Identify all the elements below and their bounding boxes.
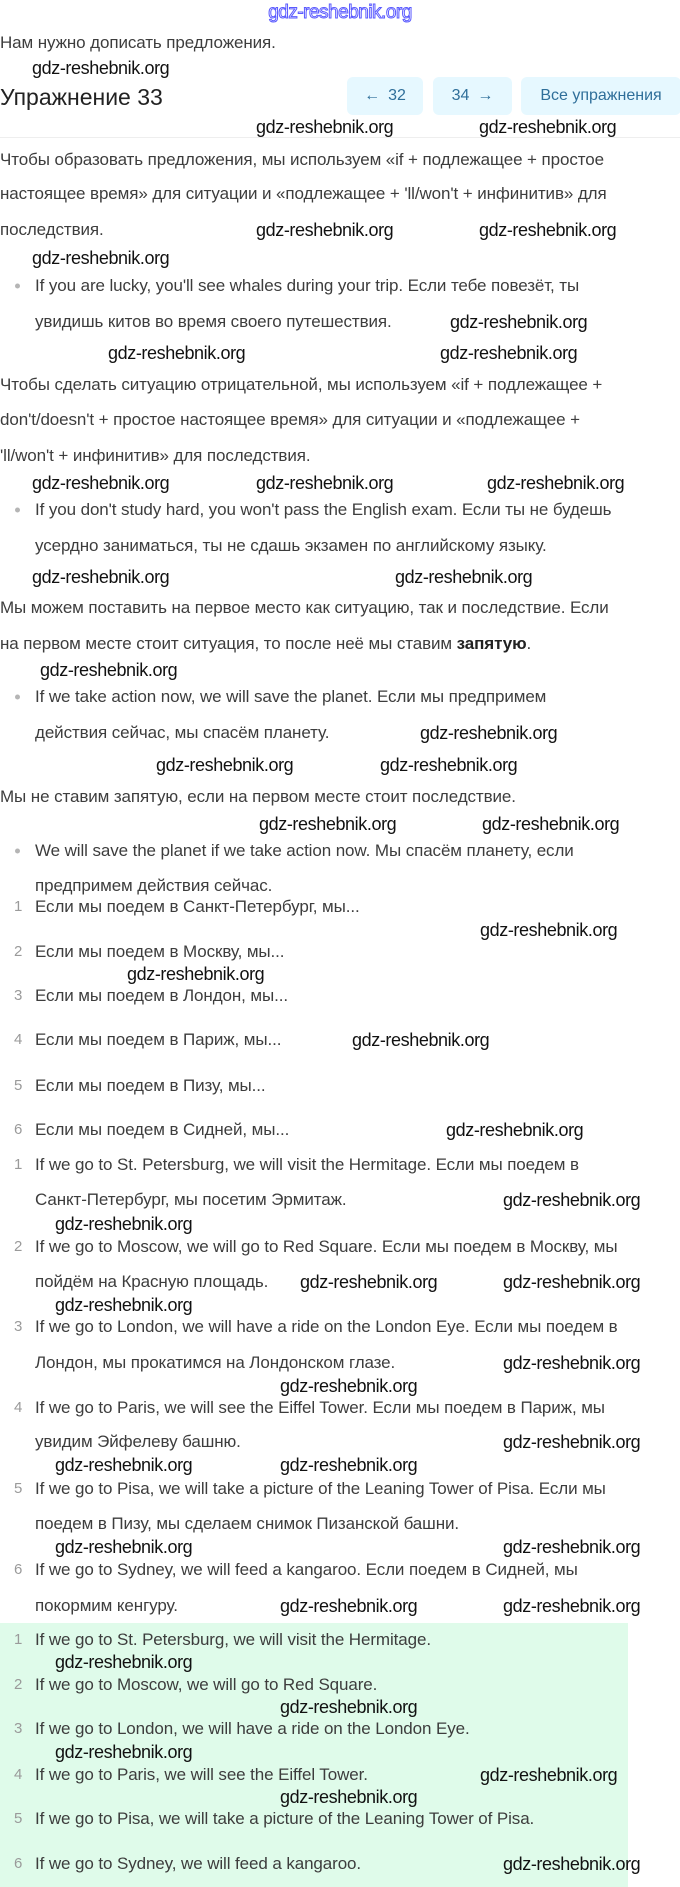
final-answer: If we go to London, we will have a ride on the London Eye. [35,1719,470,1738]
next-exercise-button[interactable] [433,77,512,115]
site-watermark-logo: gdz-reshebnik.org [268,2,412,23]
example-line: предпримем действия сейчас. [35,876,273,895]
arrow-left-icon: ← [364,87,381,104]
paragraph-line: последствия. [0,220,104,239]
text: . [526,634,532,653]
prev-label: 32 [388,87,406,104]
watermark-text: gdz-reshebnik.org [55,1295,193,1315]
example-line: действия сейчас, мы спасём планету. [35,723,330,742]
item-number: 6 [14,1121,23,1138]
item-number: 6 [14,1561,23,1578]
watermark-text: gdz-reshebnik.org [300,1272,438,1292]
item-number: 1 [14,1631,23,1648]
task-item: Если мы поедем в Пизу, мы... [35,1076,266,1095]
watermark-text: gdz-reshebnik.org [156,755,294,775]
all-label: Все упражнения [540,87,662,104]
paragraph-line: Чтобы сделать ситуацию отрицательной, мы используем «if + подлежащее + [0,375,603,394]
example-line: If you are lucky, you'll see whales during your trip. Если тебе повезёт, ты [35,276,580,295]
all-exercises-button[interactable] [521,77,680,115]
item-number: 5 [14,1810,23,1827]
watermark-text: gdz-reshebnik.org [380,755,518,775]
watermark-text: gdz-reshebnik.org [479,220,617,240]
watermark-text: gdz-reshebnik.org [55,1455,193,1475]
item-number: 4 [14,1399,23,1416]
answer-line: покормим кенгуру. [35,1596,178,1615]
answer-line: пойдём на Красную площадь. [35,1272,269,1291]
watermark-text: gdz-reshebnik.org [259,814,397,834]
text: на первом месте стоит ситуация, то после неё мы ставим [0,634,457,653]
bullet-icon [15,695,20,700]
item-number: 4 [14,1031,23,1048]
task-item: Если мы поедем в Сидней, мы... [35,1120,290,1139]
paragraph-line: настоящее время» для ситуации и «подлежащее + 'll/won't + инфинитив» для [0,184,607,203]
intro-text: Нам нужно дописать предложения. [0,33,276,52]
example-line: усердно заниматься, ты не сдашь экзамен по английскому языку. [35,536,547,555]
task-item: Если мы поедем в Москву, мы... [35,942,285,961]
watermark-text: gdz-reshebnik.org [32,248,170,268]
task-item: Если мы поедем в Санкт-Петербург, мы... [35,897,360,916]
example-line: увидишь китов во время своего путешествия. [35,312,392,331]
item-number: 5 [14,1077,23,1094]
watermark-text: gdz-reshebnik.org [420,723,558,743]
task-item: Если мы поедем в Париж, мы... [35,1030,282,1049]
task-item: Если мы поедем в Лондон, мы... [35,986,288,1005]
watermark-text: gdz-reshebnik.org [503,1432,641,1452]
watermark-text: gdz-reshebnik.org [480,1765,618,1785]
watermark-text: gdz-reshebnik.org [32,473,170,493]
item-number: 2 [14,1676,23,1693]
final-answer: If we go to Sydney, we will feed a kangaroo. [35,1854,362,1873]
answer-line: Санкт-Петербург, мы посетим Эрмитаж. [35,1190,347,1209]
answer-line: If we go to Pisa, we will take a picture of the Leaning Tower of Pisa. Если мы [35,1479,606,1498]
item-number: 1 [14,898,23,915]
watermark-text: gdz-reshebnik.org [503,1596,641,1616]
example-line: If you don't study hard, you won't pass the English exam. Если ты не будешь [35,500,612,519]
bullet-icon [15,508,20,513]
watermark-text: gdz-reshebnik.org [256,220,394,240]
watermark-text: gdz-reshebnik.org [479,117,617,137]
answer-line: If we go to Paris, we will see the Eiffel Tower. Если мы поедем в Париж, мы [35,1398,605,1417]
example-line: We will save the planet if we take action now. Мы спасём планету, если [35,841,574,860]
watermark-text: gdz-reshebnik.org [503,1854,641,1874]
paragraph-line: Мы не ставим запятую, если на первом месте стоит последствие. [0,787,516,806]
watermark-text: gdz-reshebnik.org [503,1272,641,1292]
watermark-text: gdz-reshebnik.org [280,1376,418,1396]
watermark-text: gdz-reshebnik.org [55,1652,193,1672]
arrow-right-icon: → [477,87,494,104]
watermark-text: gdz-reshebnik.org [55,1742,193,1762]
watermark-text: gdz-reshebnik.org [256,473,394,493]
watermark-text: gdz-reshebnik.org [487,473,625,493]
watermark-text: gdz-reshebnik.org [395,567,533,587]
next-label: 34 [451,87,470,104]
final-answer: If we go to Paris, we will see the Eiffel Tower. [35,1765,368,1784]
watermark-text: gdz-reshebnik.org [446,1120,584,1140]
watermark-text: gdz-reshebnik.org [503,1190,641,1210]
final-answer: If we go to Moscow, we will go to Red Square. [35,1675,378,1694]
watermark-text: gdz-reshebnik.org [503,1537,641,1557]
watermark-text: gdz-reshebnik.org [440,343,578,363]
watermark-text: gdz-reshebnik.org [482,814,620,834]
paragraph-line: 'll/won't + инфинитив» для последствия. [0,446,311,465]
answer-line: увидим Эйфелеву башню. [35,1432,241,1451]
watermark-text: gdz-reshebnik.org [32,567,170,587]
watermark-text: gdz-reshebnik.org [503,1353,641,1373]
page-title: Упражнение 33 [0,84,163,110]
watermark-text: gdz-reshebnik.org [480,920,618,940]
watermark-text: gdz-reshebnik.org [280,1697,418,1717]
divider [0,137,680,138]
bullet-icon [15,284,20,289]
final-answer: If we go to St. Petersburg, we will visit the Hermitage. [35,1630,431,1649]
item-number: 3 [14,1720,23,1737]
prev-exercise-button[interactable] [347,77,423,115]
watermark-text: gdz-reshebnik.org [256,117,394,137]
item-number: 2 [14,943,23,960]
watermark-text: gdz-reshebnik.org [55,1537,193,1557]
example-line: If we take action now, we will save the planet. Если мы предпримем [35,687,547,706]
watermark-text: gdz-reshebnik.org [40,660,178,680]
final-answer: If we go to Pisa, we will take a picture of the Leaning Tower of Pisa. [35,1809,535,1828]
answer-line: If we go to Sydney, we will feed a kangaroo. Если поедем в Сидней, мы [35,1560,578,1579]
item-number: 2 [14,1238,23,1255]
bold-term: запятую [456,634,527,653]
paragraph-line: don't/doesn't + простое настоящее время» для ситуации и «подлежащее + [0,410,580,429]
item-number: 5 [14,1480,23,1497]
watermark-text: gdz-reshebnik.org [55,1214,193,1234]
watermark-text: gdz-reshebnik.org [450,312,588,332]
answer-line: поедем в Пизу, мы сделаем снимок Пизанской башни. [35,1514,460,1533]
clipped-line [0,876,680,898]
answer-line: If we go to London, we will have a ride on the London Eye. Если мы поедем в [35,1317,618,1336]
answer-line: If we go to St. Petersburg, we will visit the Hermitage. Если мы поедем в [35,1155,579,1174]
watermark-text: gdz-reshebnik.org [32,58,170,78]
watermark-text: gdz-reshebnik.org [352,1030,490,1050]
watermark-text: gdz-reshebnik.org [127,964,265,984]
watermark-text: gdz-reshebnik.org [108,343,246,363]
watermark-text: gdz-reshebnik.org [280,1596,418,1616]
answer-line: If we go to Moscow, we will go to Red Square. Если мы поедем в Москву, мы [35,1237,618,1256]
paragraph-line [0,635,531,653]
bullet-icon [15,849,20,854]
paragraph-line: Чтобы образовать предложения, мы используем «if + подлежащее + простое [0,150,604,169]
item-number: 1 [14,1156,23,1173]
watermark-text: gdz-reshebnik.org [280,1787,418,1807]
watermark-text: gdz-reshebnik.org [280,1455,418,1475]
answer-line: Лондон, мы прокатимся на Лондонском глазе. [35,1353,396,1372]
item-number: 4 [14,1766,23,1783]
item-number: 6 [14,1855,23,1872]
paragraph-line: Мы можем поставить на первое место как ситуацию, так и последствие. Если [0,598,609,617]
item-number: 3 [14,987,23,1004]
item-number: 3 [14,1318,23,1335]
